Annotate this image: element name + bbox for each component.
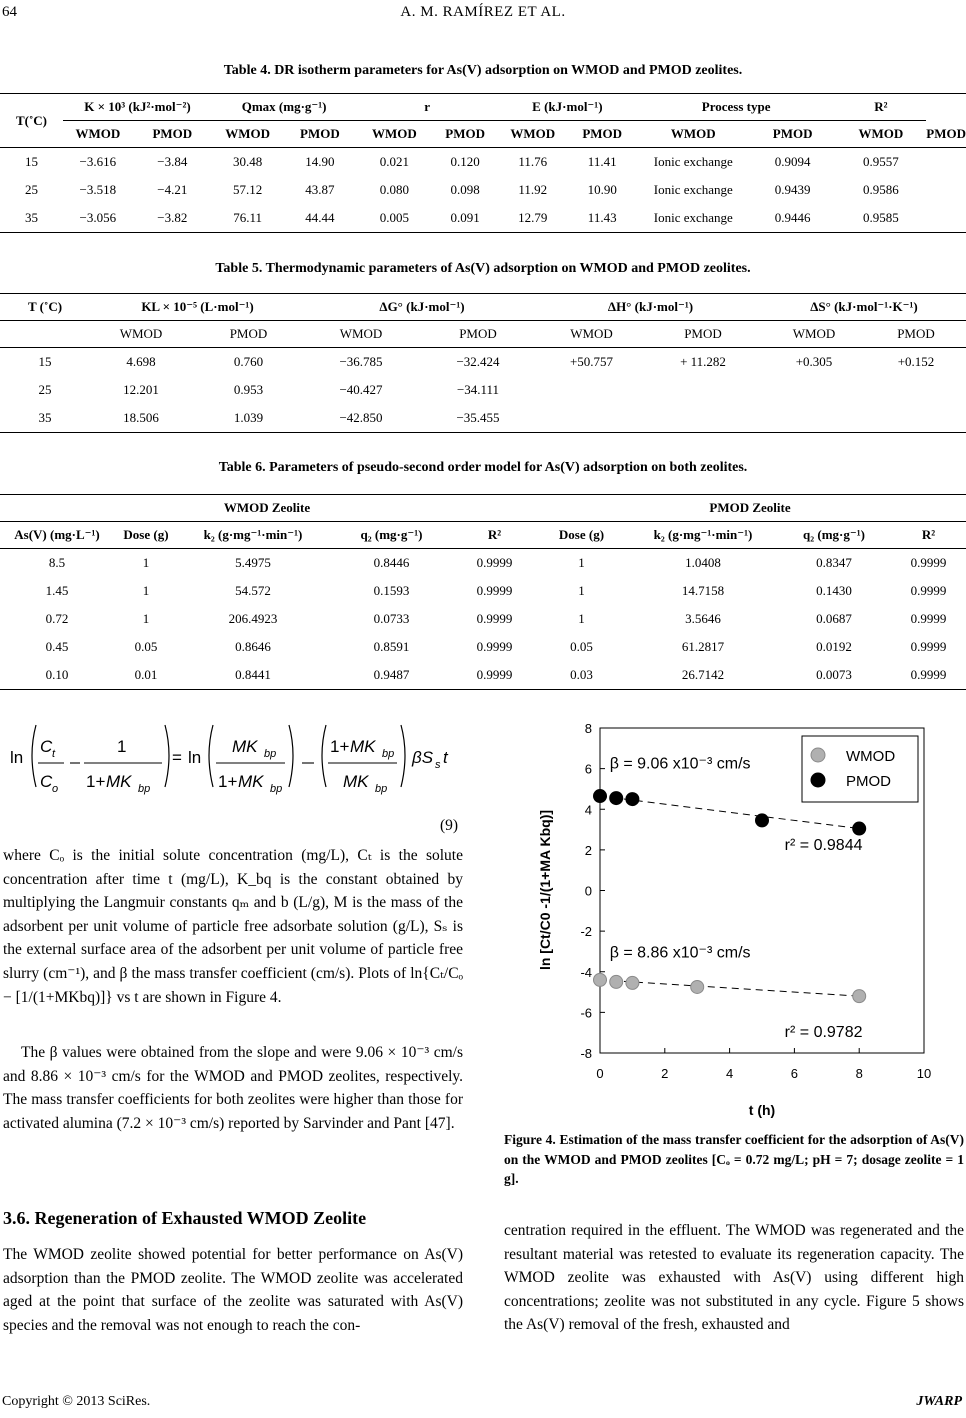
chart-annotation: r² = 0.9844 [784, 836, 863, 854]
table-row [0, 376, 966, 404]
figure-4-chart [500, 710, 964, 1125]
table-cell: 43.87 [305, 182, 335, 197]
table-cell: 0.72 [45, 611, 69, 626]
table-subheader: WMOD [339, 326, 383, 341]
t4-head-e: E (kJ·mol⁻¹) [498, 94, 637, 121]
table-cell: 35 [25, 210, 38, 225]
table-cell: 0.01 [134, 667, 158, 682]
table-subheader: PMOD [582, 126, 623, 141]
x-tick-label: 8 [855, 1066, 863, 1081]
t6-head-pmod: PMOD Zeolite [709, 500, 791, 515]
page-number: 64 [2, 4, 17, 20]
table-cell: 0.9999 [476, 555, 513, 570]
section-title: 3.6. Regeneration of Exhausted WMOD Zeolite [3, 1208, 367, 1228]
t5-head-dg: ΔG° (kJ·mol⁻¹) [379, 299, 465, 314]
table4 [0, 93, 966, 233]
svg-text:bp: bp [382, 748, 395, 760]
table-cell: 15 [38, 354, 52, 369]
table-cell: 0.8347 [816, 555, 852, 570]
table6 [0, 494, 966, 690]
table-subheader: WMOD [510, 126, 556, 141]
table-subheader: Dose (g) [558, 527, 605, 542]
table-cell [539, 376, 644, 404]
table-cell: 5.4975 [235, 555, 271, 570]
data-point-wmod [691, 980, 704, 993]
table-cell: 0.9999 [476, 611, 513, 626]
table-cell: Ionic exchange [653, 154, 733, 169]
table-cell: 14.90 [305, 154, 335, 169]
table-row [0, 577, 966, 605]
svg-text:MK: MK [232, 737, 258, 756]
legend-marker-pmod [811, 773, 825, 787]
table-cell: 12.201 [123, 382, 159, 397]
data-point-pmod [756, 814, 769, 827]
table-cell: +0.152 [897, 354, 935, 369]
table-subheader: k₂ (g·mg⁻¹·min⁻¹) [203, 527, 303, 542]
chart-annotation: r² = 0.9782 [784, 1023, 863, 1041]
table-subheader: WMOD [119, 326, 163, 341]
table-cell: −3.518 [79, 182, 117, 197]
table-cell [866, 376, 966, 404]
table-cell: −3.82 [157, 210, 188, 225]
right-para-1: centration required in the effluent. The WMOD was regenerated and the resultant material was retested to evaluate its regeneration capacity. The WMOD zeolite was exhausted with As(V) using different high concentrations; zeolite was not substituted in any cycle. Figure 5 shows the As(V) removal of the fresh, exhausted and [504, 1222, 964, 1334]
chart-annotation: β = 9.06 x10⁻³ cm/s [609, 755, 751, 773]
table-cell: 1 [142, 611, 150, 626]
equation-number: (9) [440, 817, 459, 834]
table-cell: 1 [578, 555, 585, 570]
table-subheader: WMOD [792, 326, 836, 341]
table-cell: 0.0073 [816, 667, 852, 682]
svg-text:bp: bp [375, 783, 388, 795]
table-cell: 3.5646 [685, 611, 721, 626]
data-point-pmod [853, 822, 866, 835]
legend-marker-wmod [811, 748, 825, 762]
table-cell: +50.757 [569, 354, 614, 369]
table-subheader: PMOD [772, 126, 813, 141]
table-cell: −42.850 [339, 410, 383, 425]
table-cell: Ionic exchange [653, 182, 733, 197]
t4-head-temp: T(˚C) [0, 94, 63, 148]
table-cell: 25 [38, 382, 52, 397]
svg-text:o: o [52, 783, 59, 795]
table-cell: 0.9557 [863, 154, 899, 169]
table-cell: +0.305 [795, 354, 833, 369]
y-tick-label: 8 [584, 721, 592, 736]
table-cell: −3.616 [79, 154, 117, 169]
table-cell: Ionic exchange [653, 210, 733, 225]
table-row [0, 148, 966, 177]
table-subheader: q₂ (mg·g⁻¹) [360, 527, 423, 542]
table-cell: 10.90 [587, 182, 617, 197]
table-subheader: PMOD [300, 126, 340, 141]
table-cell: 0.03 [570, 667, 593, 682]
table-cell: 0.9585 [863, 210, 899, 225]
table5 [0, 293, 966, 433]
svg-text:MK: MK [238, 772, 264, 791]
table-cell [762, 404, 866, 433]
svg-text:=: = [172, 748, 182, 767]
svg-text:1: 1 [117, 737, 127, 756]
t4-head-r2: R² [835, 94, 926, 121]
table-subheader: WMOD [570, 326, 613, 341]
table-cell: 12.79 [518, 210, 548, 225]
table-subheader: As(V) (mg·L⁻¹) [14, 527, 100, 542]
table-cell: 0.9487 [373, 667, 410, 682]
table-cell: 1.0408 [685, 555, 721, 570]
svg-text:t: t [52, 748, 56, 760]
svg-text:1+: 1+ [218, 772, 238, 791]
table-cell: 0.9999 [910, 555, 947, 570]
table-cell: 0.091 [450, 210, 480, 225]
table-cell: 0.8441 [235, 667, 271, 682]
table-cell: 0.8646 [235, 639, 271, 654]
table-cell: 1.039 [233, 410, 264, 425]
table4-caption: Table 4. DR isotherm parameters for As(V) adsorption on WMOD and PMOD zeolites. [223, 63, 743, 78]
t5-head-dh: ΔH° (kJ·mol⁻¹) [607, 299, 694, 314]
t5-head-ds: ΔS° (kJ·mol⁻¹·K⁻¹) [810, 299, 918, 314]
table-subheader: PMOD [229, 326, 268, 341]
table-cell: 0.9999 [910, 667, 947, 682]
table-subheader: PMOD [897, 326, 935, 341]
svg-text:MK: MK [343, 772, 369, 791]
table-subheader: WMOD [371, 126, 417, 141]
table-subheader: WMOD [670, 126, 716, 141]
table-cell: 0.080 [379, 182, 409, 197]
data-point-wmod [610, 975, 623, 988]
data-point-pmod [594, 790, 607, 803]
table-cell [762, 376, 866, 404]
table-cell: 57.12 [233, 182, 263, 197]
table-cell: 0.9094 [774, 154, 811, 169]
legend-label-wmod: WMOD [846, 748, 896, 765]
x-tick-label: 10 [916, 1066, 932, 1081]
table-subheader: WMOD [858, 126, 904, 141]
t6-head-wmod: WMOD Zeolite [223, 500, 311, 515]
footer-journal: JWARP [916, 1394, 962, 1409]
svg-text:MK: MK [350, 737, 376, 756]
table-cell: 1 [142, 583, 150, 598]
table-subheader: PMOD [445, 126, 485, 141]
table-cell: 0.021 [379, 154, 409, 169]
table-cell: −3.84 [157, 154, 188, 169]
table-cell: 0.9999 [476, 583, 513, 598]
y-axis-label: ln [Ct/C0 -1/(1+MA Kbq)] [537, 809, 553, 971]
table-cell [644, 376, 762, 404]
table-cell: 0.760 [233, 354, 264, 369]
table-cell: 0.9999 [476, 667, 513, 682]
table-cell: 0.05 [134, 639, 158, 654]
y-tick-label: 4 [584, 802, 592, 818]
table-cell: 0.1430 [816, 583, 852, 598]
table-cell: 0.005 [379, 210, 409, 225]
table-cell: 0.0192 [816, 639, 852, 654]
table-cell [644, 404, 762, 433]
data-point-pmod [626, 793, 639, 806]
left-para-1: where Cₒ is the initial solute concentration (mg/L), Cₜ is the solute concentration after time t (mg/L), K_bq is the constant obtained by multiplying the Langmuir constants qₘ and b (L/g), M is the mass of the adsorbent per unit volume of particle free adsorbate solution (g/L), Sₛ is the external surface area of the adsorbent per unit volume of particle free slurry (cm⁻¹), and β the mass transfer coefficient (cm/s). Plots of ln{Cₜ/Cₒ − [1/(1+MKbq)]} vs t are shown in Figure 4. [3, 847, 463, 1006]
t4-head-r: r [356, 94, 498, 121]
table-subheader: PMOD [459, 326, 497, 341]
table-cell: −4.21 [157, 182, 188, 197]
t4-head-process: Process type [637, 94, 836, 121]
y-tick-label: -4 [580, 964, 592, 980]
svg-text:1+: 1+ [86, 772, 106, 791]
table-subheader: k₂ (g·mg⁻¹·min⁻¹) [653, 527, 753, 542]
table-cell: 35 [38, 410, 52, 425]
table-cell: 0.8591 [373, 639, 410, 654]
y-tick-label: 2 [584, 842, 592, 858]
table-cell: 15 [25, 154, 38, 169]
table-cell: 0.9999 [910, 639, 947, 654]
table6-caption: Table 6. Parameters of pseudo-second order model for As(V) adsorption on both zeolites. [218, 460, 748, 475]
table-cell: 0.0733 [373, 611, 410, 626]
table-subheader: q₂ (mg·g⁻¹) [803, 527, 865, 542]
table-cell: 0.120 [450, 154, 480, 169]
svg-text:βS: βS [412, 748, 434, 767]
table-cell: 206.4923 [228, 611, 278, 626]
table-cell: 0.9446 [774, 210, 811, 225]
legend-label-pmod: PMOD [846, 773, 891, 790]
table-cell: 0.098 [450, 182, 480, 197]
table-cell: 11.76 [518, 154, 548, 169]
table-row [0, 204, 966, 233]
table-cell: 25 [25, 182, 38, 197]
equation-9 [0, 710, 480, 805]
data-point-wmod [626, 976, 639, 989]
running-title: A. M. RAMÍREZ ET AL. [400, 4, 566, 20]
svg-text:1+: 1+ [330, 737, 350, 756]
svg-text:bp: bp [138, 783, 151, 795]
table-cell: −34.111 [456, 382, 500, 397]
y-tick-label: 6 [584, 761, 592, 777]
table-cell: −36.785 [339, 354, 383, 369]
table-cell: 26.7142 [681, 667, 725, 682]
table-cell: 0.9999 [910, 583, 947, 598]
table-subheader: PMOD [684, 326, 722, 341]
table-cell: 76.11 [233, 210, 263, 225]
table-cell: 0.10 [45, 667, 69, 682]
table-subheader: WMOD [75, 126, 121, 141]
table-cell: 0.8446 [373, 555, 410, 570]
x-tick-label: 6 [790, 1066, 799, 1081]
y-tick-label: -6 [580, 1005, 592, 1021]
svg-text:ln: ln [10, 748, 24, 767]
table-row [0, 549, 966, 578]
y-tick-label: -8 [580, 1046, 592, 1061]
table-cell: 4.698 [126, 354, 156, 369]
data-point-pmod [610, 792, 623, 805]
table-row [0, 176, 966, 204]
table-subheader: Dose (g) [123, 527, 169, 542]
figure-4-caption: Figure 4. Estimation of the mass transfer coefficient for the adsorption of As(V) on the WMOD and PMOD zeolites [Cₒ = 0.72 mg/L; pH = 7; dosage zeolite = 1 g]. [504, 1132, 964, 1186]
svg-text:bp: bp [270, 783, 283, 795]
table-cell: 1.45 [45, 583, 69, 598]
table-cell [866, 404, 966, 433]
table-cell: 8.5 [48, 555, 66, 570]
table-cell: 0.9586 [863, 182, 899, 197]
t5-head-kl: KL × 10⁻⁵ (L·mol⁻¹) [141, 299, 254, 314]
table-subheader: R² [921, 527, 936, 542]
left-para-3: The WMOD zeolite showed potential for better performance on As(V) adsorption than the PMOD zeolite. The WMOD zeolite was accelerated aged at the point that surface of the zeolite was saturated with As(V) species and the removal was not enough to reach the con- [3, 1246, 463, 1334]
table-row [0, 661, 966, 690]
svg-text:C: C [40, 772, 53, 791]
y-tick-label: -2 [580, 924, 592, 940]
table-cell: 0.45 [45, 639, 69, 654]
y-tick-label: 0 [584, 883, 592, 899]
table-cell: 0.9999 [910, 611, 947, 626]
left-para-2: The β values were obtained from the slope and were 9.06 × 10⁻³ cm/s and 8.86 × 10⁻³ cm/s for the WMOD and PMOD zeolites, respectively. The mass transfer coefficients for both zeolites were higher than those for activated alumina (7.2 × 10⁻³ cm/s) reported by Sarvinder and Pant [47]. [3, 1044, 463, 1132]
table-row [0, 348, 966, 377]
table-cell: + 11.282 [680, 354, 726, 369]
table-cell: 0.953 [233, 382, 264, 397]
legend-box [802, 736, 918, 802]
table-cell: 0.05 [570, 639, 593, 654]
svg-text:s: s [435, 759, 441, 771]
footer-copyright: Copyright © 2013 SciRes. [2, 1394, 151, 1409]
table-cell: 1 [142, 555, 150, 570]
table-subheader: PMOD [152, 126, 193, 141]
svg-text:C: C [40, 737, 53, 756]
table-cell: 54.572 [235, 583, 271, 598]
table-row [0, 404, 966, 433]
svg-text:ln: ln [188, 748, 202, 767]
table-cell: 1 [578, 611, 585, 626]
x-tick-label: 2 [661, 1066, 669, 1081]
t4-head-qmax: Qmax (mg·g⁻¹) [212, 94, 356, 121]
data-point-wmod [853, 990, 866, 1003]
table-cell: 30.48 [233, 154, 263, 169]
table-cell: 61.2817 [681, 639, 725, 654]
svg-text:MK: MK [106, 772, 132, 791]
table-cell: 18.506 [123, 410, 159, 425]
table-cell: 0.9439 [774, 182, 811, 197]
table-cell: 11.43 [587, 210, 617, 225]
x-tick-label: 4 [725, 1066, 734, 1081]
table-cell: 1 [578, 583, 585, 598]
table-cell: 44.44 [305, 210, 335, 225]
table-subheader: WMOD [225, 126, 271, 141]
chart-annotation: β = 8.86 x10⁻³ cm/s [609, 944, 751, 962]
t5-head-temp: T (˚C) [27, 299, 63, 314]
svg-text:t: t [443, 748, 448, 767]
table-cell [539, 404, 644, 433]
table-cell: −3.056 [79, 210, 117, 225]
table-cell: −40.427 [339, 382, 383, 397]
table-cell: 0.0687 [816, 611, 852, 626]
data-point-wmod [594, 973, 607, 986]
t4-head-k: K × 10³ (kJ²·mol⁻²) [63, 94, 212, 121]
table-cell: 11.41 [587, 154, 617, 169]
table-row [0, 633, 966, 661]
table-cell: −35.455 [456, 410, 500, 425]
table-row [0, 605, 966, 633]
table-cell: 11.92 [518, 182, 548, 197]
x-tick-label: 0 [596, 1066, 604, 1081]
table-subheader: R² [487, 527, 502, 542]
table-cell: 0.1593 [373, 583, 410, 598]
x-axis-label: t (h) [748, 1102, 776, 1118]
table-cell: 0.9999 [476, 639, 513, 654]
table-subheader: PMOD [926, 125, 966, 141]
table5-caption: Table 5. Thermodynamic parameters of As(V) adsorption on WMOD and PMOD zeolites. [215, 261, 751, 276]
table-cell: −32.424 [456, 354, 500, 369]
svg-text:bp: bp [264, 748, 277, 760]
table-cell: 14.7158 [681, 583, 725, 598]
